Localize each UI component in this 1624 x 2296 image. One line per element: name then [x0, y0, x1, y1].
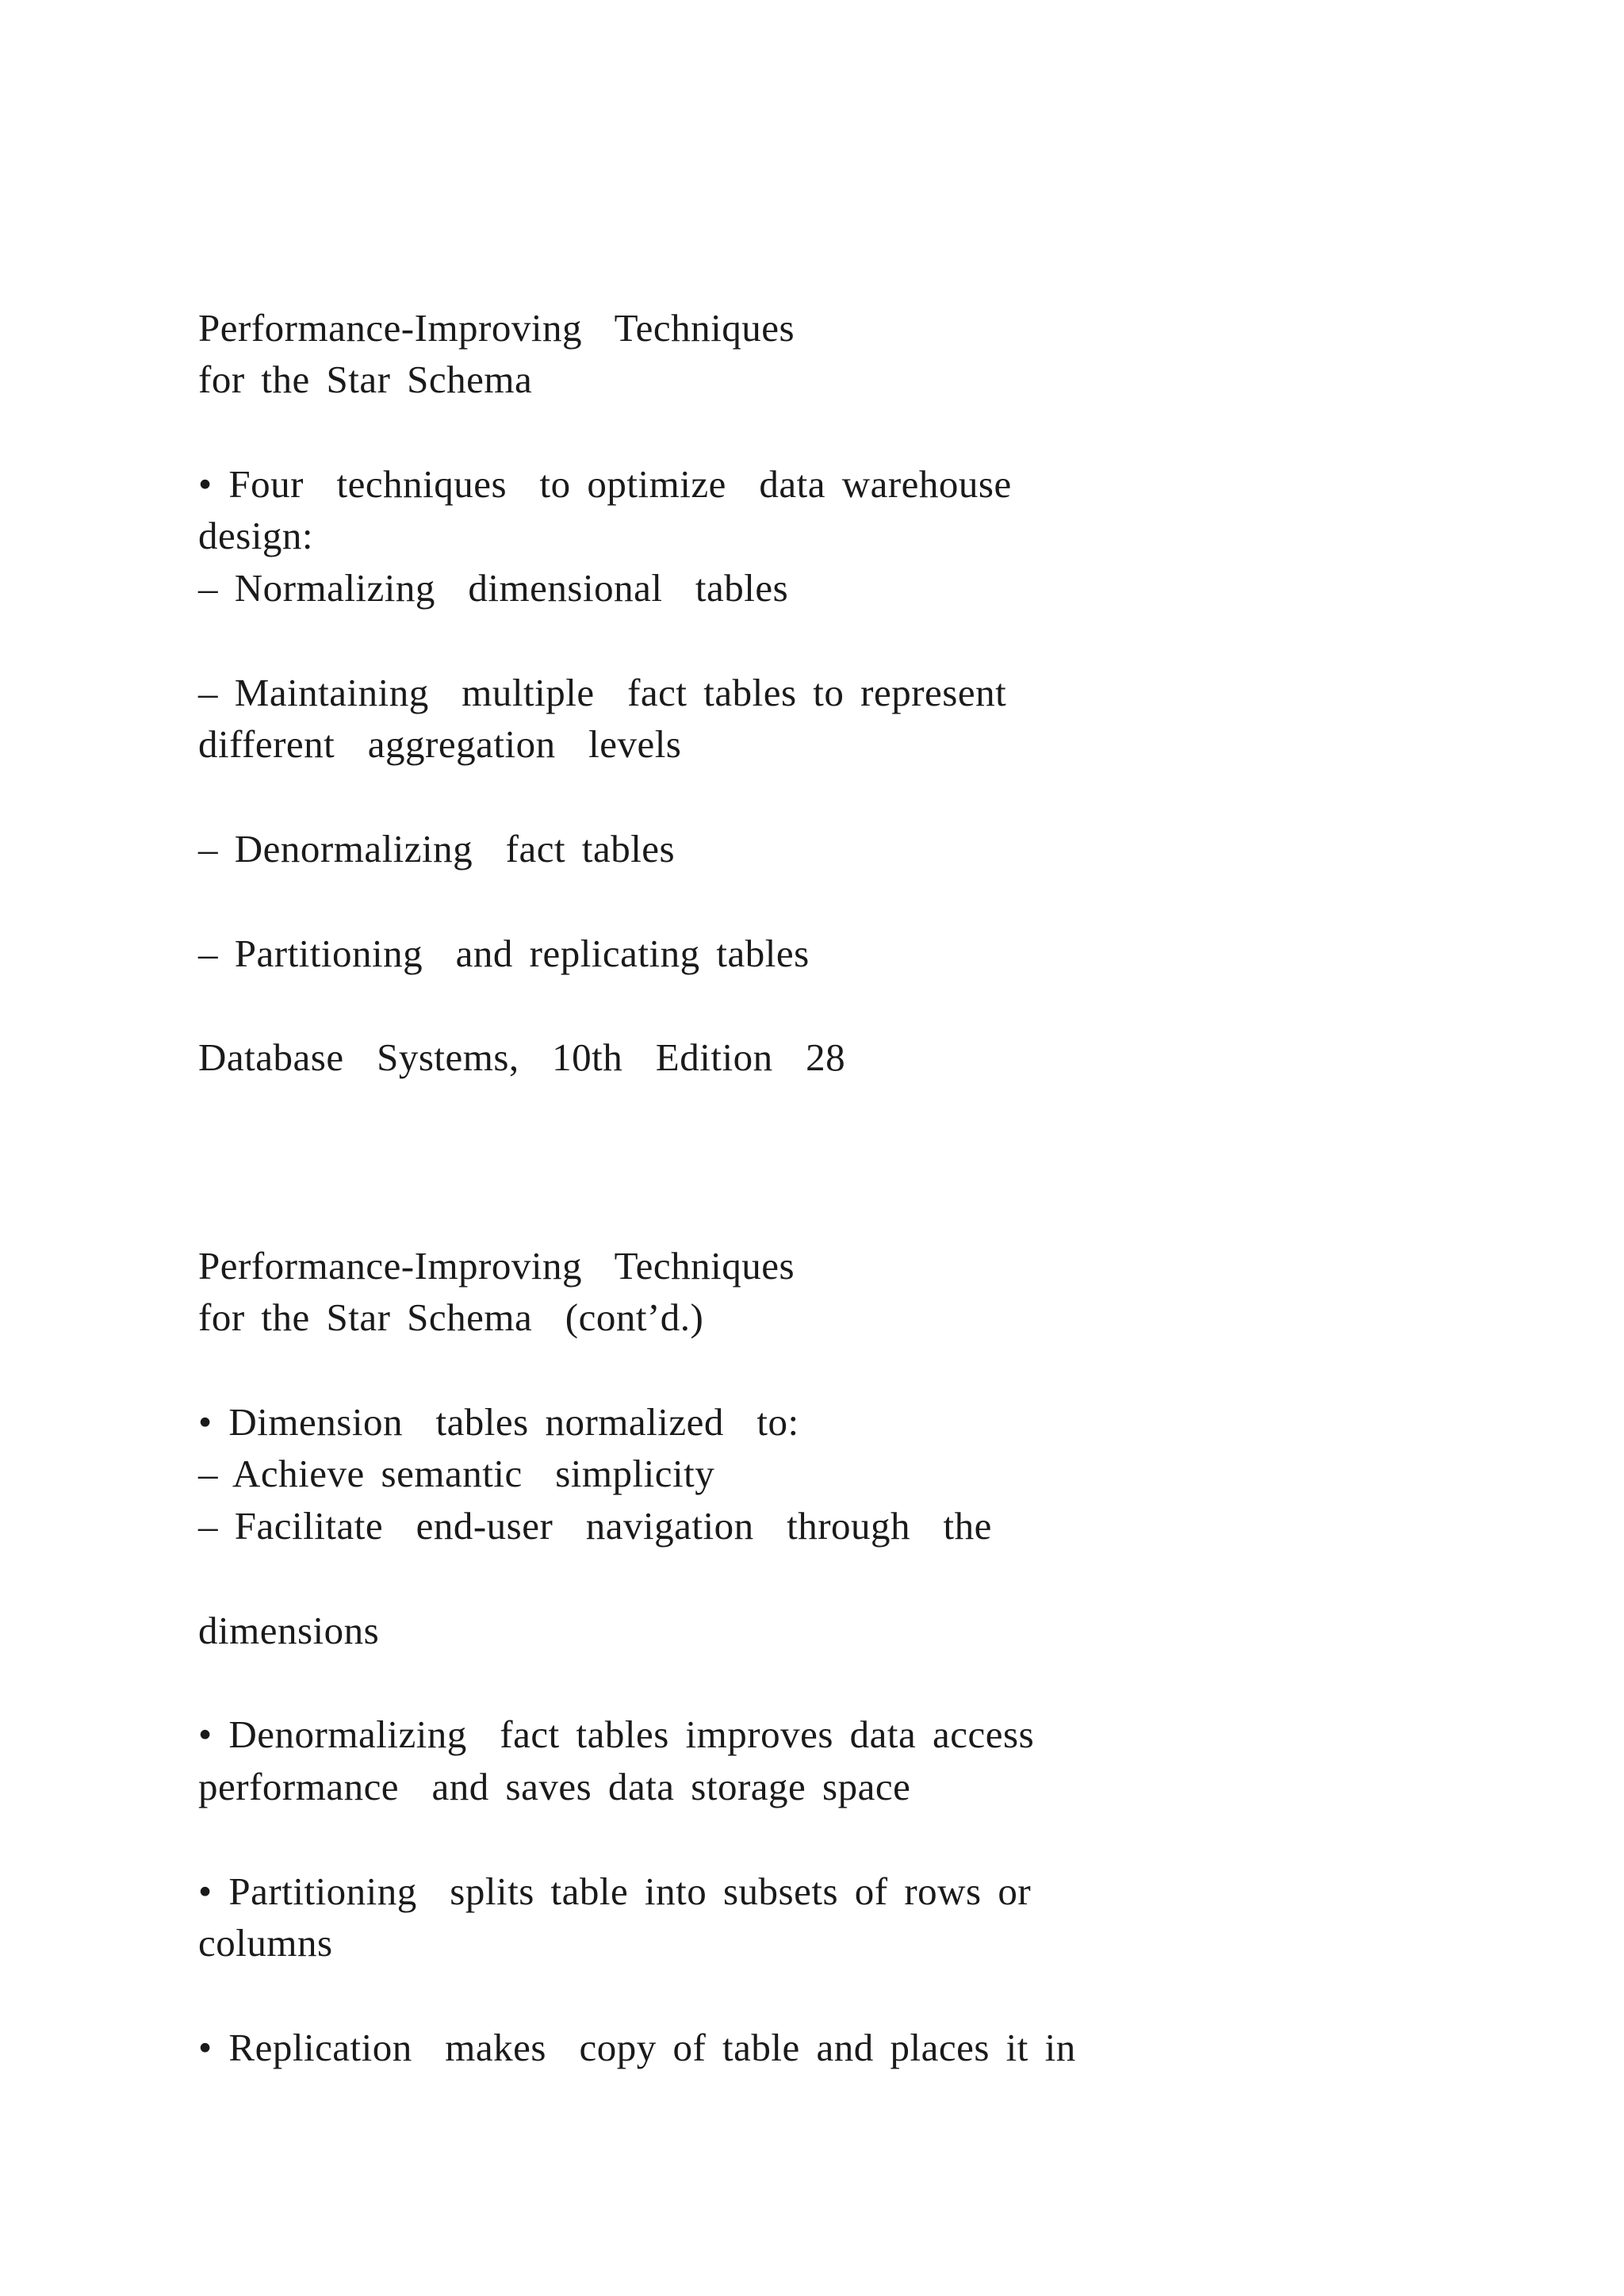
section-2-subitem-2-line-2: dimensions [198, 1609, 380, 1652]
section-2-bullet-2-line-2: performance and saves data storage space [198, 1765, 911, 1808]
section-1-subitem-3: – Denormalizing fact tables [198, 827, 676, 871]
section-2-bullet-3-line-2: columns [198, 1921, 333, 1965]
section-2-subitem-2-line-1: – Facilitate end-user navigation through the [198, 1504, 992, 1548]
section-1-subitem-2-line-2: different aggregation levels [198, 722, 682, 766]
section-1-subitem-2-line-1: – Maintaining multiple fact tables to represent [198, 671, 1007, 714]
section-1-subitem-4: – Partitioning and replicating tables [198, 932, 810, 975]
section-1-title-line-1: Performance-Improving Techniques [198, 306, 795, 350]
section-2-bullet-1: • Dimension tables normalized to: [198, 1400, 799, 1444]
section-2-title-line-2: for the Star Schema (cont’d.) [198, 1295, 704, 1339]
section-2-bullet-3-line-1: • Partitioning splits table into subsets of rows or [198, 1869, 1032, 1913]
section-1-footer: Database Systems, 10th Edition 28 [198, 1035, 846, 1079]
section-1-title-line-2: for the Star Schema [198, 358, 533, 401]
section-2-bullet-2-line-1: • Denormalizing fact tables improves data access [198, 1712, 1035, 1756]
section-1-subitem-1: – Normalizing dimensional tables [198, 566, 789, 610]
section-2-title-line-1: Performance-Improving Techniques [198, 1244, 795, 1288]
section-1-bullet-1-line-2: design: [198, 514, 314, 557]
section-1-bullet-1-line-1: • Four techniques to optimize data warehouse [198, 462, 1012, 506]
section-2-subitem-1: – Achieve semantic simplicity [198, 1452, 715, 1495]
section-2-bullet-4-line-1: • Replication makes copy of table and places it in [198, 2026, 1076, 2069]
